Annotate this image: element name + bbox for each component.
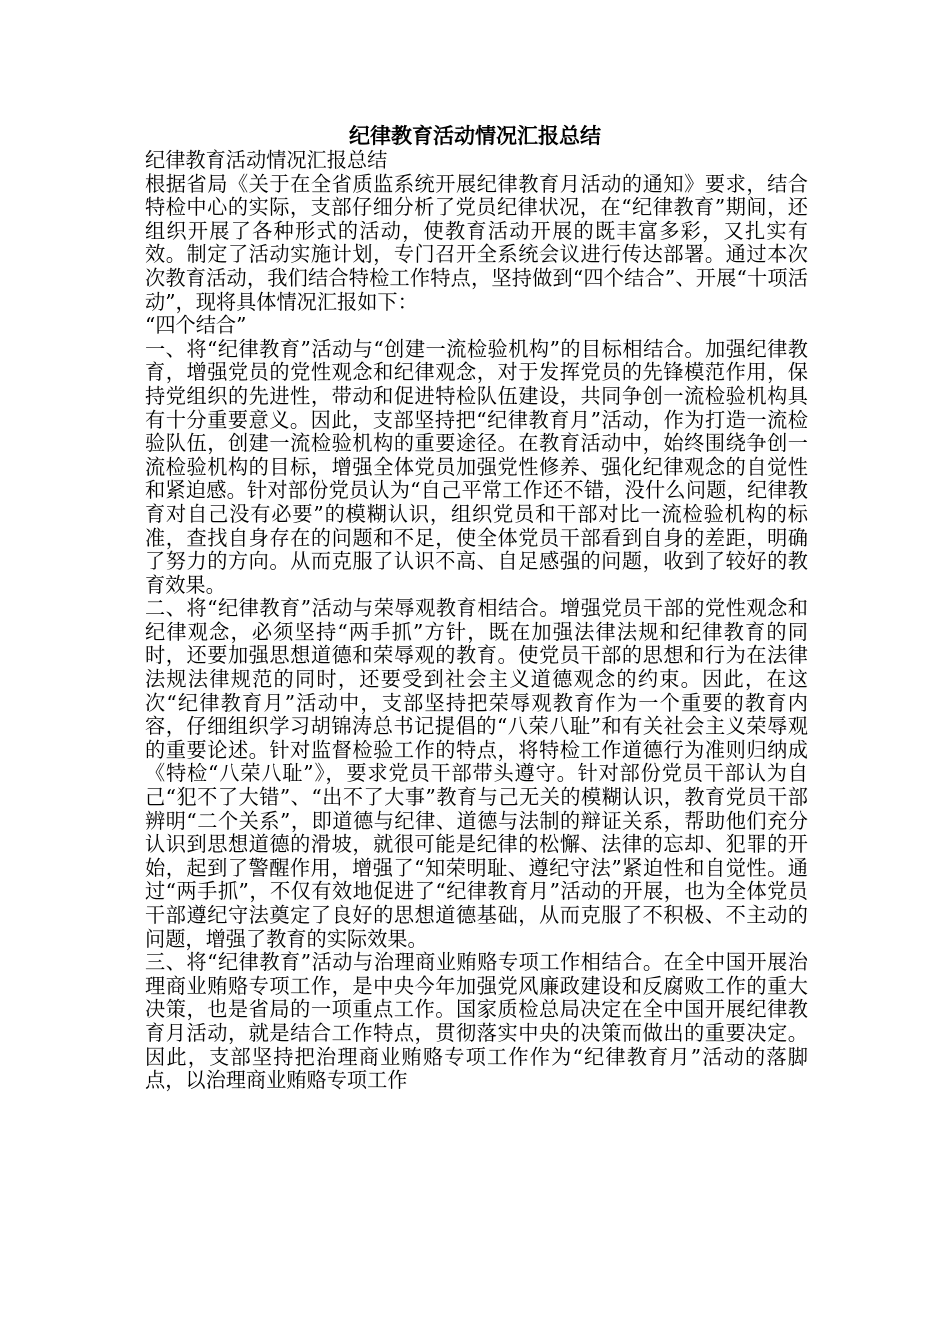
paragraph-section-one: 一、将“纪律教育”活动与“创建一流检验机构”的目标相结合。加强纪律教育，增强党员的党性观念和纪律观念，对于发挥党员的先锋模范作用，保持党组织的先进性，带动和促进特检队伍建设，共同争创一流检验机构具有十分重要意义。因此，支部坚持把“纪律教育月”活动，作为打造一流检验队伍，创建一流检验机构的重要途径。在教育活动中，始终围绕争创一流检验机构的目标，增强全体党员加强党性修养、强化纪律观念的自觉性和紧迫感。针对部份党员认为“自己平常工作还不错，没什么问题，纪律教育对自己没有必要”的模糊认识，组织党员和干部对比一流检验机构的标准，查找自身存在的问题和不足，使全体党员干部看到自身的差距，明确了努力的方向。从而克服了认识不高、自足感强的问题，收到了较好的教育效果。: [145, 336, 808, 597]
document-body: [145, 149, 808, 1093]
paragraph-intro: 根据省局《关于在全省质监系统开展纪律教育月活动的通知》要求，结合特检中心的实际，支部仔细分析了党员纪律状况，在“纪律教育”期间，还组织开展了各种形式的活动，使教育活动开展的既丰富多彩，又扎实有效。制定了活动实施计划，专门召开全系统会议进行传达部署。通过本次次教育活动，我们结合特检工作特点，坚持做到“四个结合”、开展“十项活动”，现将具体情况汇报如下：: [145, 171, 808, 314]
paragraph-heading-four-combinations: “四个结合”: [145, 313, 247, 338]
document-title: 纪律教育活动情况汇报总结: [349, 123, 601, 148]
paragraph-section-two: 二、将“纪律教育”活动与荣辱观教育相结合。增强党员干部的党性观念和纪律观念，必须坚持“两手抓”方针，既在加强法律法规和纪律教育的同时，还要加强思想道德和荣辱观的教育。使党员干部的思想和行为在法律法规法律规范的同时，还要受到社会主义道德观念的约束。因此，在这次“纪律教育月”活动中，支部坚持把荣辱观教育作为一个重要的教育内容，仔细组织学习胡锦涛总书记提倡的“八荣八耻”和有关社会主义荣辱观的重要论述。针对监督检验工作的特点，将特检工作道德行为准则归纳成《特检“八荣八耻”》，要求党员干部带头遵守。针对部份党员干部认为自己“犯不了大错”、“出不了大事”教育与己无关的模糊认识，教育党员干部辨明“二个关系”，即道德与纪律、道德与法制的辩证关系，帮助他们充分认识到思想道德的滑坡，就很可能是纪律的松懈、法律的忘却、犯罪的开始，起到了警醒作用，增强了“知荣明耻、遵纪守法”紧迫性和自觉性。通过“两手抓”，不仅有效地促进了“纪律教育月”活动的开展，也为全体党员干部遵纪守法奠定了良好的思想道德基础，从而克服了不积极、不主动的问题，增强了教育的实际效果。: [145, 596, 808, 951]
paragraph-subtitle: 纪律教育活动情况汇报总结: [145, 148, 388, 172]
paragraph-section-three: 三、将“纪律教育”活动与治理商业贿赂专项工作相结合。在全中国开展治理商业贿赂专项工作，是中央今年加强党风廉政建设和反腐败工作的重大决策，也是省局的一项重点工作。国家质检总局决定在全中国开展纪律教育月活动，就是结合工作特点，贯彻落实中央的决策而做出的重要决定。因此，支部坚持把治理商业贿赂专项工作作为“纪律教育月”活动的落脚点，以治理商业贿赂专项工作: [145, 950, 808, 1093]
